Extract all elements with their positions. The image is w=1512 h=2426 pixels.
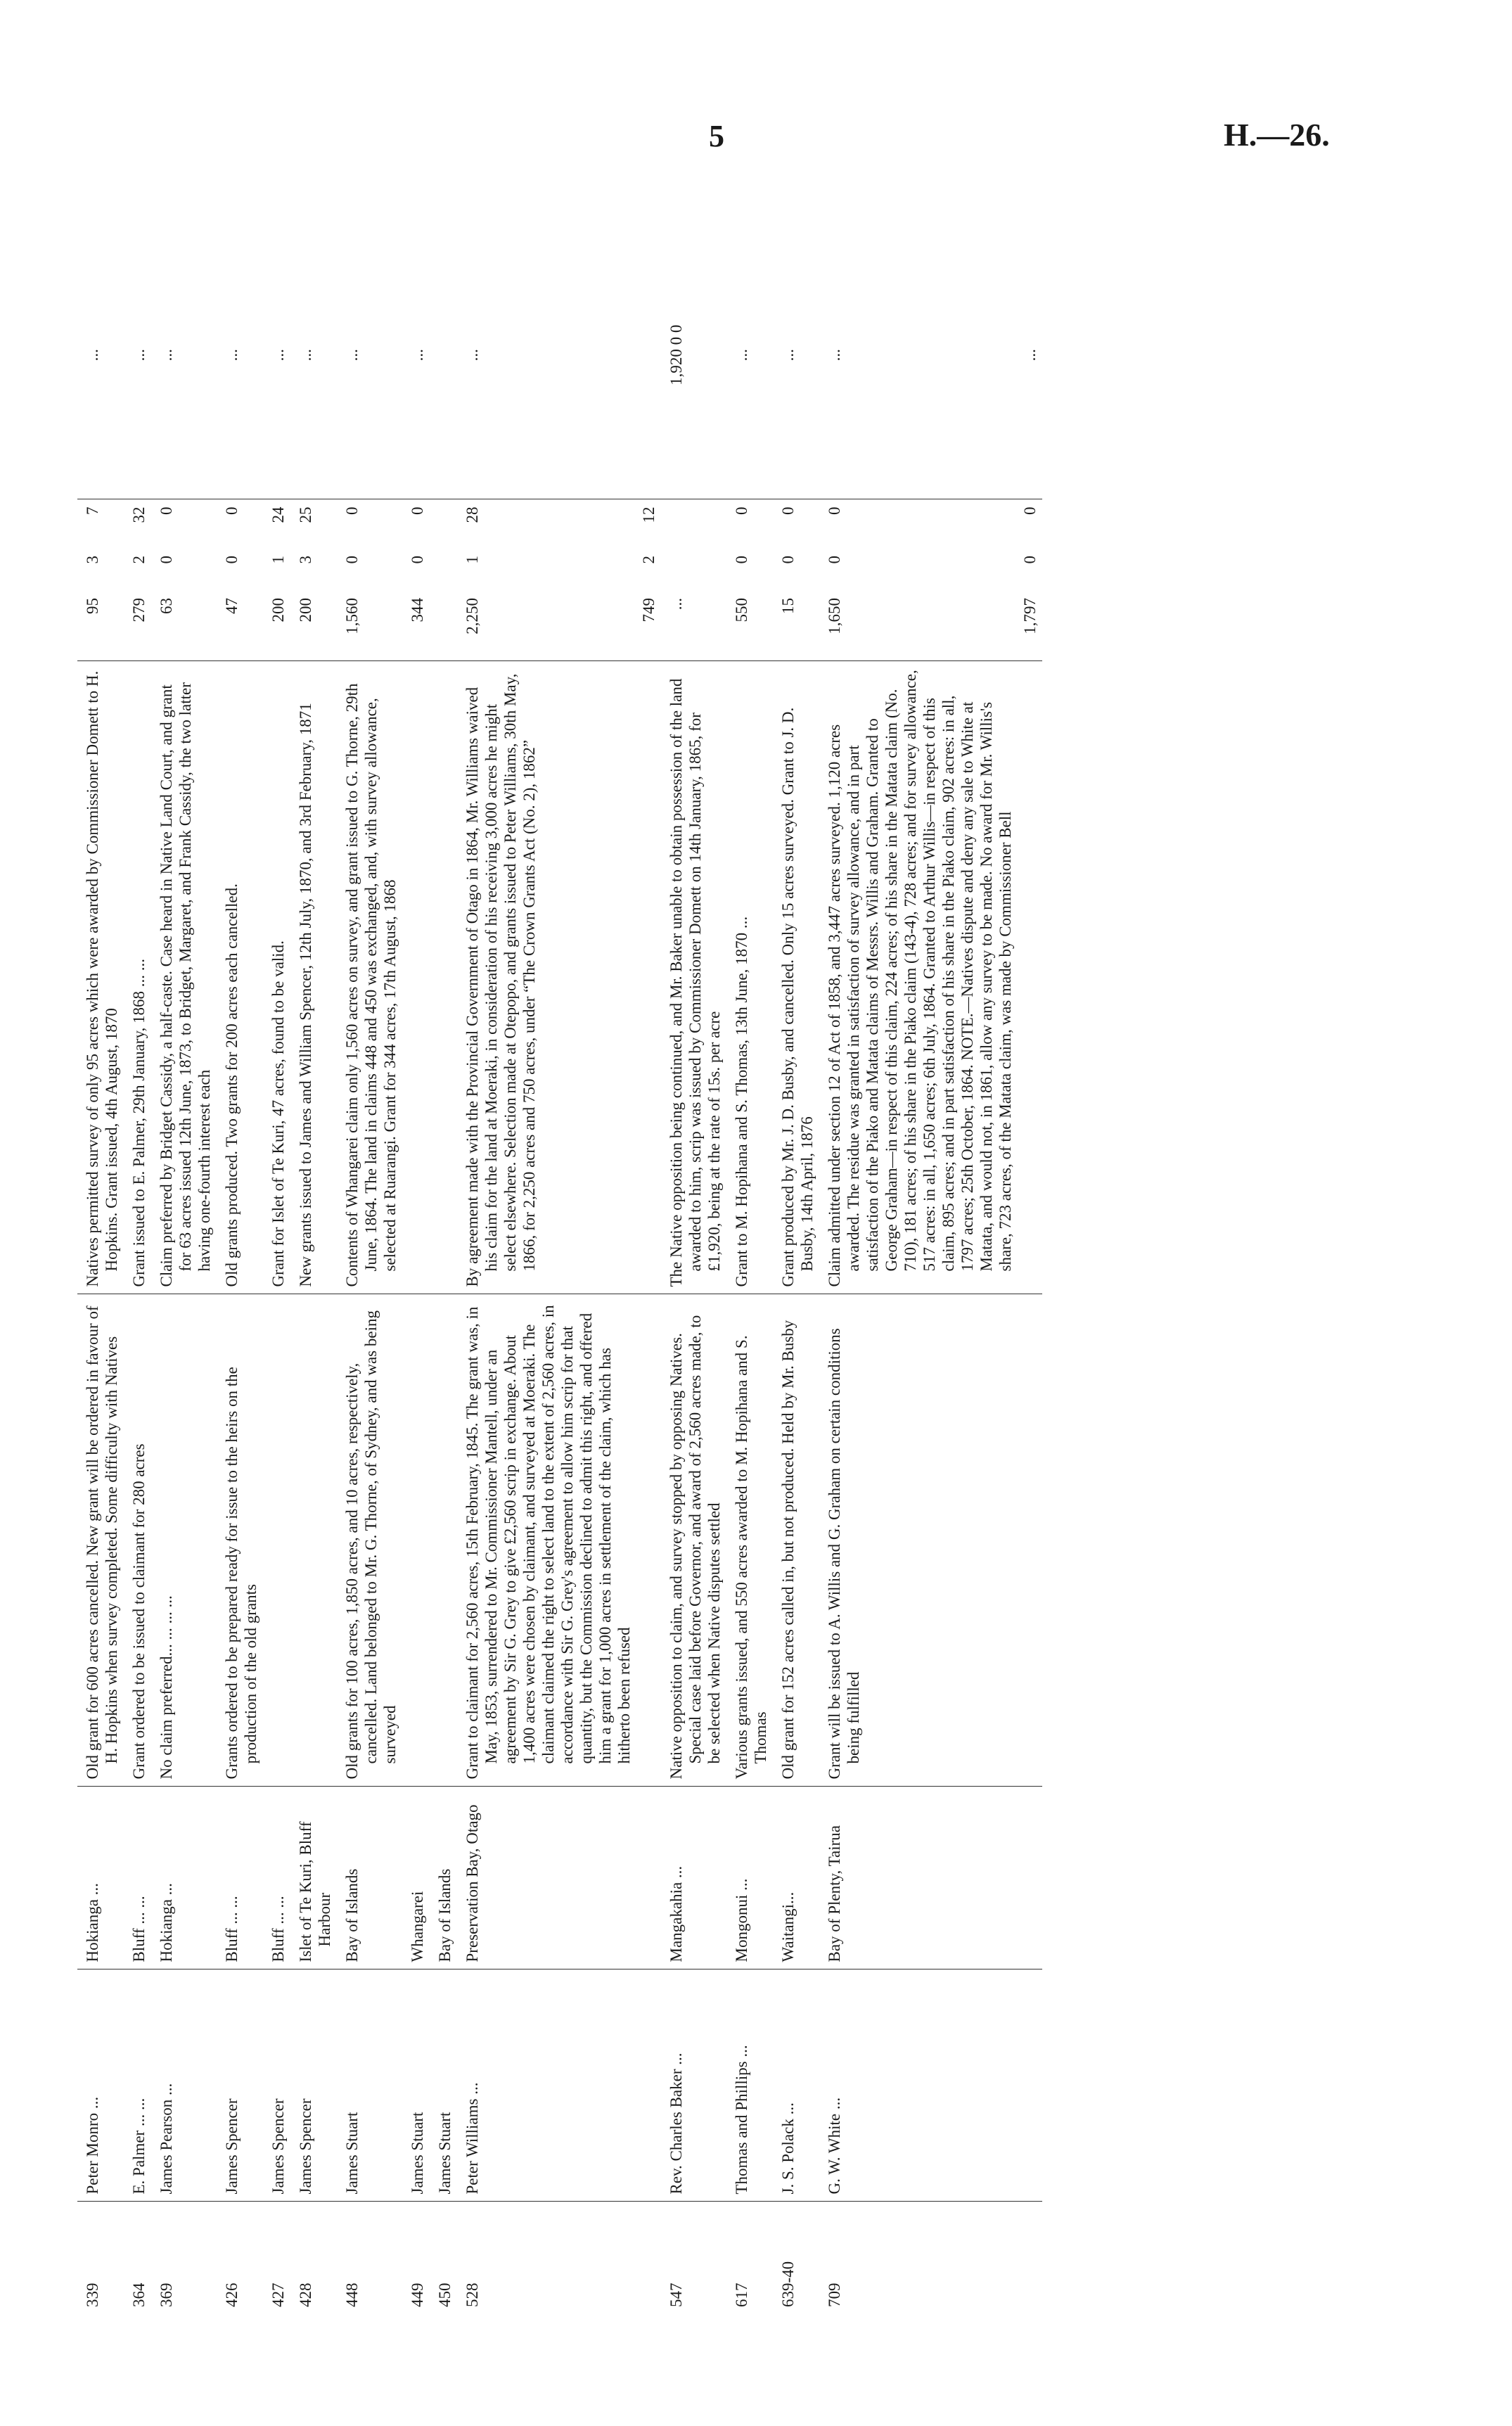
acres: 279 [130, 598, 148, 623]
perches: 28 [457, 499, 636, 549]
claimant-name: James Stuart [402, 1969, 430, 2202]
acres: 2,250 [463, 598, 481, 634]
scrip-amount [430, 211, 457, 499]
roods: 0 [1021, 556, 1039, 564]
table-row [430, 211, 457, 2314]
table-row [290, 211, 337, 2314]
scrip-amount: ... [826, 349, 843, 362]
claim-locality: Hokianga ... [151, 1787, 217, 1969]
commission-report: Various grants issued, and 550 acres awarded to M. Hopihana and S. Thomas [726, 1294, 773, 1787]
claimant-name: Peter Monro ... [77, 1969, 124, 2202]
roods: 3 [84, 556, 101, 564]
perches: 0 [402, 499, 430, 549]
claimant-name: James Stuart [430, 1969, 457, 2202]
scrip-amount: ... [158, 349, 175, 362]
claim-number: 369 [151, 2202, 217, 2314]
final-result: Grant for Islet of Te Kuri, 47 acres, found to be valid. [263, 661, 290, 1294]
claim-locality: Bluff ... ... [217, 1787, 263, 1969]
claim-locality: Bay of Plenty, Tairua [819, 1787, 1018, 1969]
roods: 1 [269, 556, 287, 564]
claimant-name: E. Palmer ... ... [124, 1969, 151, 2202]
table-row [661, 211, 726, 2314]
page-number: 5 [709, 119, 724, 153]
document-reference: H.—26. [1224, 117, 1330, 153]
claimant-name [1018, 1969, 1042, 2202]
acres: 63 [158, 598, 175, 614]
final-result [430, 661, 457, 1294]
scrip-amount: ... [223, 349, 241, 362]
final-result: The Native opposition being continued, and Mr. Baker unable to obtain possession of the land awarded to him, scrip was issued by Commissioner Domett on 14th January, 1865, for £1,920, being at the rate of 15s. per acre [661, 661, 726, 1294]
claims-table-rotated [77, 211, 1329, 2314]
claim-number: 449 [402, 2202, 430, 2314]
roods [430, 549, 457, 591]
scrip-amount: ... [343, 349, 361, 362]
scrip-amount: ... [779, 349, 797, 362]
claim-locality: Islet of Te Kuri, Bluff Harbour [290, 1787, 337, 1969]
commission-report: Grants ordered to be prepared ready for issue to the heirs on the production of the old grants [217, 1294, 263, 1787]
commission-report: Grant to claimant for 2,560 acres, 15th February, 1845. The grant was, in May, 1853, surrendered to Mr. Commissioner Mantell, under an agreement by Sir G. Grey to give £2,560 scrip in exchange. About 1,400 acres were chosen by claimant, and surveyed at Moeraki. The claimant claimed the right to select land to the extent of 2,560 acres, in accordance with Sir G. Grey's agreement to allow him scrip for that quantity, but the Commission declined to admit this right, and offered him a grant for 1,000 acres in settlement of the claim, which has hitherto been refused [457, 1294, 636, 1787]
perches: 32 [124, 499, 151, 549]
claim-number [1018, 2202, 1042, 2314]
claimant-name: James Pearson ... [151, 1969, 217, 2202]
roods: 0 [223, 556, 241, 564]
claim-locality: Bay of Islands [430, 1787, 457, 1969]
claim-number: 617 [726, 2202, 773, 2314]
perches: 0 [1018, 499, 1042, 549]
claimant-name: J. S. Polack ... [773, 1969, 819, 2202]
claim-locality: Mangakahia ... [661, 1787, 726, 1969]
commission-report: No claim preferred... ... ... ... [151, 1294, 217, 1787]
claimant-name [636, 1969, 661, 2202]
table-row [457, 211, 636, 2314]
acres: 1,650 [826, 598, 843, 634]
roods: 0 [343, 556, 361, 564]
roods: 2 [640, 556, 658, 564]
roods: 0 [733, 556, 750, 564]
claim-locality: Whangarei [402, 1787, 430, 1969]
acres: 749 [640, 598, 658, 623]
acres: 344 [409, 598, 426, 623]
table-row [773, 211, 819, 2314]
table-row [819, 211, 1018, 2314]
claimant-name: G. W. White ... [819, 1969, 1018, 2202]
table-row [77, 211, 124, 2314]
claimant-name: James Stuart [337, 1969, 402, 2202]
claim-locality: Bluff ... ... [263, 1787, 290, 1969]
acres: 1,797 [1021, 598, 1039, 634]
commission-report: Old grant for 152 acres called in, but not produced. Held by Mr. Busby [773, 1294, 819, 1787]
scrip-amount: ... [409, 349, 426, 362]
final-result: Claim preferred by Bridget Cassidy, a half-caste. Case heard in Native Land Court, and grant for 63 acres issued 12th June, 1873, to Bridget, Margaret, and Frank Cassidy, the two latter having one-fourth interest each [151, 661, 217, 1294]
table-row [636, 211, 661, 2314]
claim-locality: Mongonui ... [726, 1787, 773, 1969]
perches: 25 [290, 499, 337, 549]
scrip-amount: ... [269, 349, 287, 362]
claim-locality: Bay of Islands [337, 1787, 402, 1969]
roods: 0 [158, 556, 175, 564]
perches: 0 [337, 499, 402, 549]
perches: 12 [636, 499, 661, 549]
final-result [402, 661, 430, 1294]
scrip-amount: ... [733, 349, 750, 362]
commission-report [263, 1294, 290, 1787]
commission-report [1018, 1294, 1042, 1787]
claimant-name: Thomas and Phillips ... [726, 1969, 773, 2202]
final-result [636, 661, 661, 1294]
commission-report [430, 1294, 457, 1787]
acres [430, 591, 457, 661]
roods: 3 [297, 556, 314, 564]
claim-locality [636, 1787, 661, 1969]
final-result: By agreement made with the Provincial Government of Otago in 1864, Mr. Williams waived his claim for the land at Moeraki, in consideration of his receiving 3,000 acres he might select elsewhere. Selection made at Otepopo, and grants issued to Peter Williams, 30th May, 1866, for 2,250 acres and 750 acres, under “The Crown Grants Act (No. 2), 1862” [457, 661, 636, 1294]
claims-table [77, 211, 1042, 2314]
roods: 0 [409, 556, 426, 564]
claim-number: 426 [217, 2202, 263, 2314]
final-result: Claim admitted under section 12 of Act of 1858, and 3,447 acres surveyed. 1,120 acres awarded. The residue was granted in satisfaction of survey allowance, and in part satisfaction of the Piako and Matata claims of Messrs. Willis and Graham. Granted to George Graham—in respect of this claim, 224 acres; of his share in the Matata claim (No. 710), 181 acres; of his share in the Piako claim (143-4), 728 acres; and for survey allowance, 517 acres: in all, 1,650 acres; 6th July, 1864. Granted to Arthur Willis—in respect of this claim, 895 acres; and in part satisfaction of his share in the Piako claim, 902 acres: in all, 1797 acres; 25th October, 1864. NOTE.—Natives dispute and deny any sale to White at Matata, and would not, in 1861, allow any survey to be made. No award for Mr. Willis's share, 723 acres, of the Matata claim, was made by Commissioner Bell [819, 661, 1018, 1294]
acres: 1,560 [343, 598, 361, 634]
final-result: Grant produced by Mr. J. D. Busby, and cancelled. Only 15 acres surveyed. Grant to J. D. Busby, 14th April, 1876 [773, 661, 819, 1294]
claim-locality: Waitangi... [773, 1787, 819, 1969]
final-result: Contents of Whangarei claim only 1,560 acres on survey, and grant issued to G. Thorne, 29th June, 1864. The land in claims 448 and 450 was exchanged, and, with survey allowance, selected at Ruarangi. Grant for 344 acres, 17th August, 1868 [337, 661, 402, 1294]
claims-table-body [77, 211, 1042, 2314]
table-row [124, 211, 151, 2314]
claim-locality: Bluff ... ... [124, 1787, 151, 1969]
claim-number: 547 [661, 2202, 726, 2314]
perches [430, 499, 457, 549]
scrip-amount: ... [1021, 349, 1039, 362]
commission-report [402, 1294, 430, 1787]
table-row [217, 211, 263, 2314]
acres: 200 [269, 598, 287, 623]
acres: 200 [297, 598, 314, 623]
claim-number: 528 [457, 2202, 636, 2314]
commission-report: Old grant for 600 acres cancelled. New grant will be ordered in favour of H. Hopkins when survey completed. Some difficulty with Natives [77, 1294, 124, 1787]
table-row [1018, 211, 1042, 2314]
claim-number: 428 [290, 2202, 337, 2314]
claim-number: 450 [430, 2202, 457, 2314]
roods: 0 [779, 556, 797, 564]
commission-report [636, 1294, 661, 1787]
claim-number: 427 [263, 2202, 290, 2314]
scrip-amount [636, 211, 661, 499]
roods [661, 549, 726, 591]
final-result: Grant to M. Hopihana and S. Thomas, 13th June, 1870 ... [726, 661, 773, 1294]
perches: 7 [77, 499, 124, 549]
perches: 0 [819, 499, 1018, 549]
claimant-name: Rev. Charles Baker ... [661, 1969, 726, 2202]
claimant-name: James Spencer [290, 1969, 337, 2202]
table-row [263, 211, 290, 2314]
perches: 0 [773, 499, 819, 549]
acres: 95 [84, 598, 101, 614]
claimant-name: Peter Williams ... [457, 1969, 636, 2202]
perches: 0 [726, 499, 773, 549]
claim-locality [1018, 1787, 1042, 1969]
claim-number: 448 [337, 2202, 402, 2314]
final-result [1018, 661, 1042, 1294]
acres: ... [667, 598, 685, 611]
final-result: New grants issued to James and William Spencer, 12th July, 1870, and 3rd February, 1871 [290, 661, 337, 1294]
perches: 0 [151, 499, 217, 549]
scrip-amount: ... [297, 349, 314, 362]
table-row [402, 211, 430, 2314]
scrip-amount: ... [84, 349, 101, 362]
claim-number: 364 [124, 2202, 151, 2314]
claim-locality: Preservation Bay, Otago [457, 1787, 636, 1969]
commission-report: Old grants for 100 acres, 1,850 acres, and 10 acres, respectively, cancelled. Land belonged to Mr. G. Thorne, of Sydney, and was being surveyed [337, 1294, 402, 1787]
final-result: Natives permitted survey of only 95 acres which were awarded by Commissioner Domett to H. Hopkins. Grant issued, 4th August, 1870 [77, 661, 124, 1294]
commission-report [290, 1294, 337, 1787]
claim-locality: Hokianga ... [77, 1787, 124, 1969]
scrip-amount: ... [130, 349, 148, 362]
claim-number: 709 [819, 2202, 1018, 2314]
claim-number: 639-40 [773, 2202, 819, 2314]
commission-report: Native opposition to claim, and survey stopped by opposing Natives. Special case laid before Governor, and award of 2,560 acres made, to be selected when Native disputes settled [661, 1294, 726, 1787]
claimant-name: James Spencer [217, 1969, 263, 2202]
acres: 15 [779, 598, 797, 614]
final-result: Grant issued to E. Palmer, 29th January, 1868 ... ... [124, 661, 151, 1294]
final-result: Old grants produced. Two grants for 200 acres each cancelled. [217, 661, 263, 1294]
roods: 2 [130, 556, 148, 564]
acres: 47 [223, 598, 241, 614]
table-row [151, 211, 217, 2314]
scrip-amount: ... [463, 349, 481, 362]
acres: 550 [733, 598, 750, 623]
commission-report: Grant will be issued to A. Willis and G. Graham on certain conditions being fulfilled [819, 1294, 1018, 1787]
claim-number: 339 [77, 2202, 124, 2314]
perches: 0 [217, 499, 263, 549]
table-row [726, 211, 773, 2314]
claim-number [636, 2202, 661, 2314]
scrip-amount: 1,920 0 0 [667, 324, 685, 385]
perches [661, 499, 726, 549]
perches: 24 [263, 499, 290, 549]
roods: 0 [826, 556, 843, 564]
table-row [337, 211, 402, 2314]
claimant-name: James Spencer [263, 1969, 290, 2202]
commission-report: Grant ordered to be issued to claimant for 280 acres [124, 1294, 151, 1787]
roods: 1 [463, 556, 481, 564]
